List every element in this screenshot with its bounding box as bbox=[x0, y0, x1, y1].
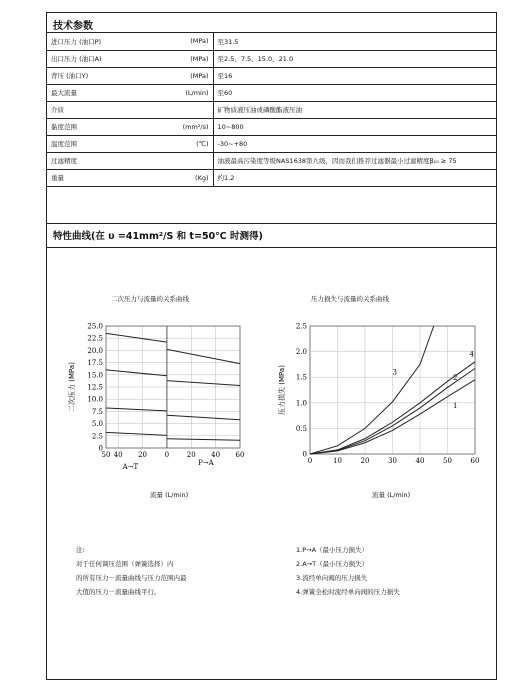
spec-param: 进口压力 (油口P) bbox=[47, 33, 157, 50]
chart1-series-line bbox=[106, 408, 167, 411]
chart2-x-tick-label: 50 bbox=[443, 457, 452, 465]
chart2-x-tick-label: 60 bbox=[470, 457, 480, 465]
chart1-y-tick-label: 22.5 bbox=[87, 334, 103, 343]
chart1-xlabel: 流量 (L/min) bbox=[150, 491, 189, 499]
chart1-series-line bbox=[167, 349, 240, 363]
curves-divider bbox=[47, 247, 496, 248]
spec-unit: (MPa) bbox=[157, 67, 213, 84]
chart1-y-tick-label: 15.0 bbox=[87, 371, 103, 380]
chart1-x-tick-label: 0 bbox=[164, 451, 170, 459]
chart1-x-tick-label: 60 bbox=[235, 451, 245, 459]
chart1-y-tick-label: 7.5 bbox=[91, 407, 103, 416]
spec-title: 技术参数 bbox=[47, 13, 496, 33]
chart2-series-label: 1 bbox=[453, 401, 458, 410]
chart1-title: 二次压力与流量的关系曲线 bbox=[111, 295, 189, 303]
chart2-x-tick-label: 0 bbox=[307, 457, 313, 465]
notes-left-line: 的所有压力－流量曲线与压力范围内最 bbox=[76, 574, 187, 582]
notes-left-label: 注: bbox=[76, 546, 85, 554]
spec-row bbox=[47, 169, 496, 186]
chart1-y-axis-label: 二次压力 (MPa) bbox=[68, 362, 76, 412]
chart1-series-line bbox=[167, 381, 240, 386]
spec-value: 至16 bbox=[213, 67, 496, 84]
pressure-loss-chart bbox=[270, 318, 485, 498]
chart2-x-tick-label: 30 bbox=[388, 457, 397, 465]
chart2-x-tick-label: 20 bbox=[360, 457, 370, 465]
notes-right bbox=[296, 543, 400, 599]
spec-value: 约1.2 bbox=[213, 169, 496, 186]
chart1-x-tick-label: 20 bbox=[138, 451, 148, 459]
spec-param: 温度范围 bbox=[47, 135, 157, 152]
chart2-title: 压力损失与流量的关系曲线 bbox=[311, 295, 389, 303]
spec-value: 10~800 bbox=[213, 118, 496, 135]
chart1-x-tick-label: 40 bbox=[113, 451, 123, 459]
chart1-series-line bbox=[106, 333, 167, 342]
spec-unit: (Kg) bbox=[157, 169, 213, 186]
spec-unit bbox=[157, 101, 213, 118]
notes-left-line: 大值的压力－流量曲线平行。 bbox=[76, 588, 161, 596]
chart2-x-tick-label: 10 bbox=[333, 457, 342, 465]
spec-row bbox=[47, 50, 496, 67]
spec-row bbox=[47, 33, 496, 50]
chart2-series-label: 3 bbox=[392, 368, 397, 377]
chart2-x-tick-label: 40 bbox=[415, 457, 425, 465]
spec-value: 矿物质液压油或磷酸酯液压油 bbox=[213, 101, 496, 118]
chart2-series-label: 2 bbox=[453, 373, 458, 382]
spec-param: 背压 (油口Y) bbox=[47, 67, 157, 84]
chart1-x-tick-label: 50 bbox=[101, 451, 111, 459]
spec-row bbox=[47, 152, 496, 169]
spec-param: 介质 bbox=[47, 101, 157, 118]
spec-value: 至31.5 bbox=[213, 33, 496, 50]
notes-right-line: 4.弹簧全松时流经单向阀的压力损失 bbox=[296, 588, 400, 596]
chart1-y-tick-label: 12.5 bbox=[87, 383, 103, 392]
chart2-y-tick-label: 2.0 bbox=[295, 348, 307, 357]
notes-left-line: 对于任何调压范围（弹簧选择）内 bbox=[76, 560, 174, 568]
spec-row bbox=[47, 118, 496, 135]
spec-param: 黏度范围 bbox=[47, 118, 157, 135]
spec-unit bbox=[157, 152, 213, 169]
secondary-pressure-chart bbox=[60, 318, 260, 498]
spec-param: 过滤精度 bbox=[47, 152, 157, 169]
chart1-sublabel-at: A→T bbox=[122, 463, 139, 471]
spec-unit: (mm²/s) bbox=[157, 118, 213, 135]
notes-right-line: 3.流经单向阀的压力损失 bbox=[296, 574, 368, 582]
spec-blank-row bbox=[47, 207, 496, 224]
spec-value: 至2.5、7.5、15.0、21.0 bbox=[213, 50, 496, 67]
chart2-y-tick-label: 1.0 bbox=[295, 399, 307, 408]
chart2-y-tick-label: 1.5 bbox=[295, 373, 307, 382]
chart2-y-tick-label: 0 bbox=[302, 450, 307, 459]
notes-right-line: 1.P→A（最小压力损失） bbox=[296, 546, 369, 554]
chart1-sublabel-pa: P→A bbox=[198, 459, 214, 467]
spec-table bbox=[47, 33, 496, 187]
chart2-y-axis-label: 压力损失 (MPa) bbox=[278, 365, 286, 415]
chart2-y-tick-label: 2.5 bbox=[295, 322, 307, 331]
spec-unit: (L/min) bbox=[157, 84, 213, 101]
chart1-series-line bbox=[106, 432, 167, 435]
spec-row bbox=[47, 101, 496, 118]
chart2-y-tick-label: 0.5 bbox=[295, 424, 307, 433]
chart2-xlabel: 流量 (L/min) bbox=[372, 491, 411, 499]
chart1-y-tick-label: 2.5 bbox=[91, 432, 103, 441]
chart1-y-tick-label: 17.5 bbox=[87, 359, 103, 368]
spec-param: 重量 bbox=[47, 169, 157, 186]
spec-row bbox=[47, 135, 496, 152]
chart1-y-tick-label: 20.0 bbox=[87, 346, 103, 355]
chart1-series-line bbox=[167, 415, 240, 419]
chart1-y-tick-label: 5.0 bbox=[91, 420, 103, 429]
chart1-y-tick-label: 0 bbox=[98, 444, 103, 453]
spec-value: 至60 bbox=[213, 84, 496, 101]
notes-right-line: 2.A→T（最小压力损失） bbox=[296, 560, 369, 568]
chart1-y-tick-label: 10.0 bbox=[87, 395, 103, 404]
chart2-series-label: 4 bbox=[469, 350, 474, 359]
spec-value: 油液最高污染度等级NAS1638第九级，因而我们推荐过滤器最小过滤精度β₁₀ ≥ 75 bbox=[213, 152, 496, 169]
spec-row bbox=[47, 67, 496, 84]
curves-title: 特性曲线(在 υ =41mm²/S 和 t=50℃ 时测得) bbox=[53, 231, 263, 242]
spec-unit: (MPa) bbox=[157, 33, 213, 50]
spec-row bbox=[47, 84, 496, 101]
spec-param: 最大流量 bbox=[47, 84, 157, 101]
notes-left bbox=[76, 543, 187, 599]
spec-param: 出口压力 (油口A) bbox=[47, 50, 157, 67]
chart1-series-line bbox=[167, 439, 240, 440]
spec-value: -30~+80 bbox=[213, 135, 496, 152]
spec-unit: (MPa) bbox=[157, 50, 213, 67]
chart1-x-tick-label: 40 bbox=[211, 451, 221, 459]
chart1-y-tick-label: 25.0 bbox=[87, 322, 103, 331]
spec-unit: (℃) bbox=[157, 135, 213, 152]
chart1-x-tick-label: 20 bbox=[186, 451, 196, 459]
